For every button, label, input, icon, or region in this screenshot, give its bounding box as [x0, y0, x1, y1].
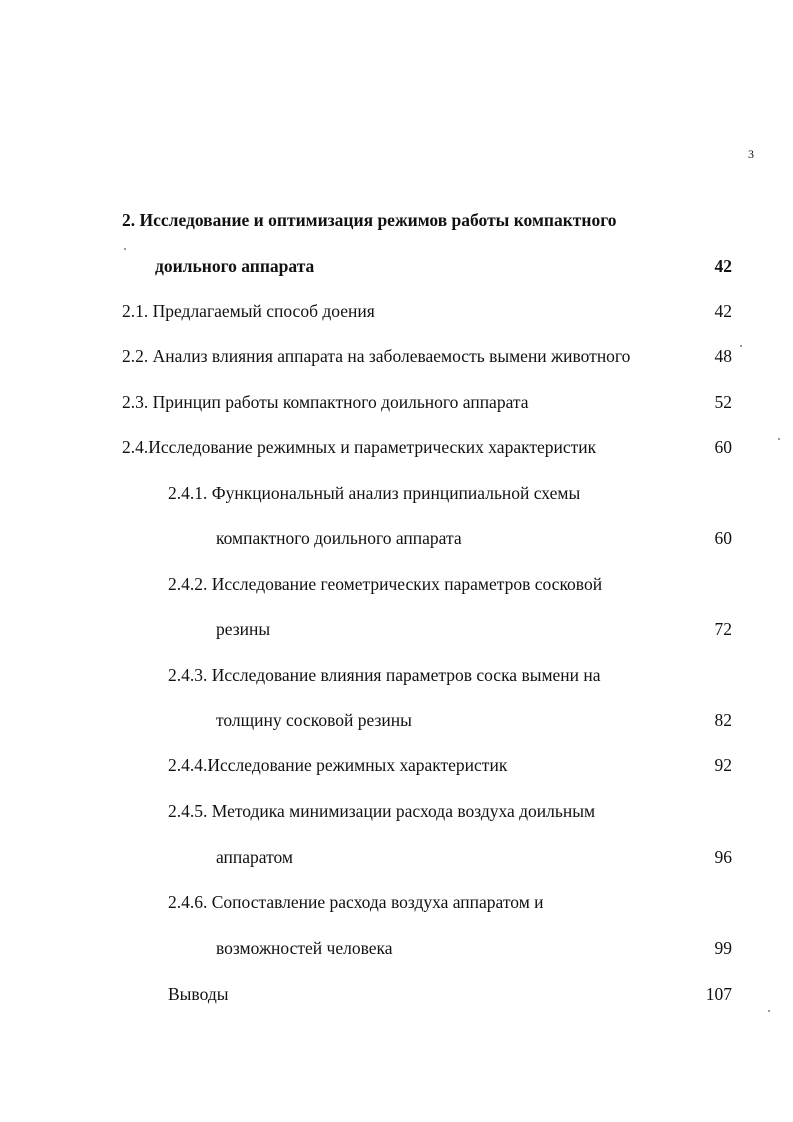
toc-subsection-2-4-6-line2: возможностей человека	[216, 938, 393, 958]
toc-chapter-2-title-line2: доильного аппарата	[155, 256, 315, 276]
page-number: 3	[748, 147, 754, 161]
toc-chapter-2-page: 42	[714, 256, 732, 276]
toc-section-2-2-page: 48	[714, 346, 732, 366]
toc-section-2-3: 2.3. Принцип работы компактного доильного аппарата	[122, 392, 529, 412]
toc-section-2-4: 2.4.Исследование режимных и параметрических характеристик	[122, 437, 597, 457]
toc-subsection-2-4-1-line2: компактного доильного аппарата	[216, 528, 462, 548]
toc-subsection-2-4-3-line2: толщину сосковой резины	[216, 710, 412, 730]
toc-section-2-1-page: 42	[714, 301, 732, 321]
scan-speck	[768, 1010, 770, 1012]
scan-speck	[124, 248, 126, 250]
toc-conclusions: Выводы	[168, 984, 229, 1004]
toc-subsection-2-4-6-page: 99	[714, 938, 732, 958]
toc-subsection-2-4-5-line2: аппаратом	[216, 847, 294, 867]
toc-chapter-2-title-line1: 2. Исследование и оптимизация режимов работы компактного	[122, 210, 617, 230]
toc-subsection-2-4-2-page: 72	[714, 619, 732, 639]
toc-subsection-2-4-3-page: 82	[714, 710, 732, 730]
toc-subsection-2-4-3-line1: 2.4.3. Исследование влияния параметров соска вымени на	[168, 665, 601, 685]
scan-speck	[778, 438, 780, 440]
toc-subsection-2-4-5-page: 96	[714, 847, 732, 867]
toc-subsection-2-4-6-line1: 2.4.6. Сопоставление расхода воздуха аппаратом и	[168, 892, 544, 912]
toc-subsection-2-4-5-line1: 2.4.5. Методика минимизации расхода воздуха доильным	[168, 801, 596, 821]
toc-subsection-2-4-4: 2.4.4.Исследование режимных характеристик	[168, 755, 508, 775]
scan-speck	[740, 345, 742, 347]
toc-subsection-2-4-2-line2: резины	[216, 619, 271, 639]
toc-conclusions-page: 107	[705, 984, 732, 1004]
toc-section-2-2: 2.2. Анализ влияния аппарата на заболеваемость вымени животного	[122, 346, 631, 366]
toc-subsection-2-4-4-page: 92	[714, 755, 732, 775]
toc-subsection-2-4-2-line1: 2.4.2. Исследование геометрических параметров сосковой	[168, 574, 603, 594]
toc-section-2-3-page: 52	[714, 392, 732, 412]
toc-subsection-2-4-1-page: 60	[714, 528, 732, 548]
toc-subsection-2-4-1-line1: 2.4.1. Функциональный анализ принципиальной схемы	[168, 483, 581, 503]
toc-section-2-1: 2.1. Предлагаемый способ доения	[122, 301, 375, 321]
toc-section-2-4-page: 60	[714, 437, 732, 457]
